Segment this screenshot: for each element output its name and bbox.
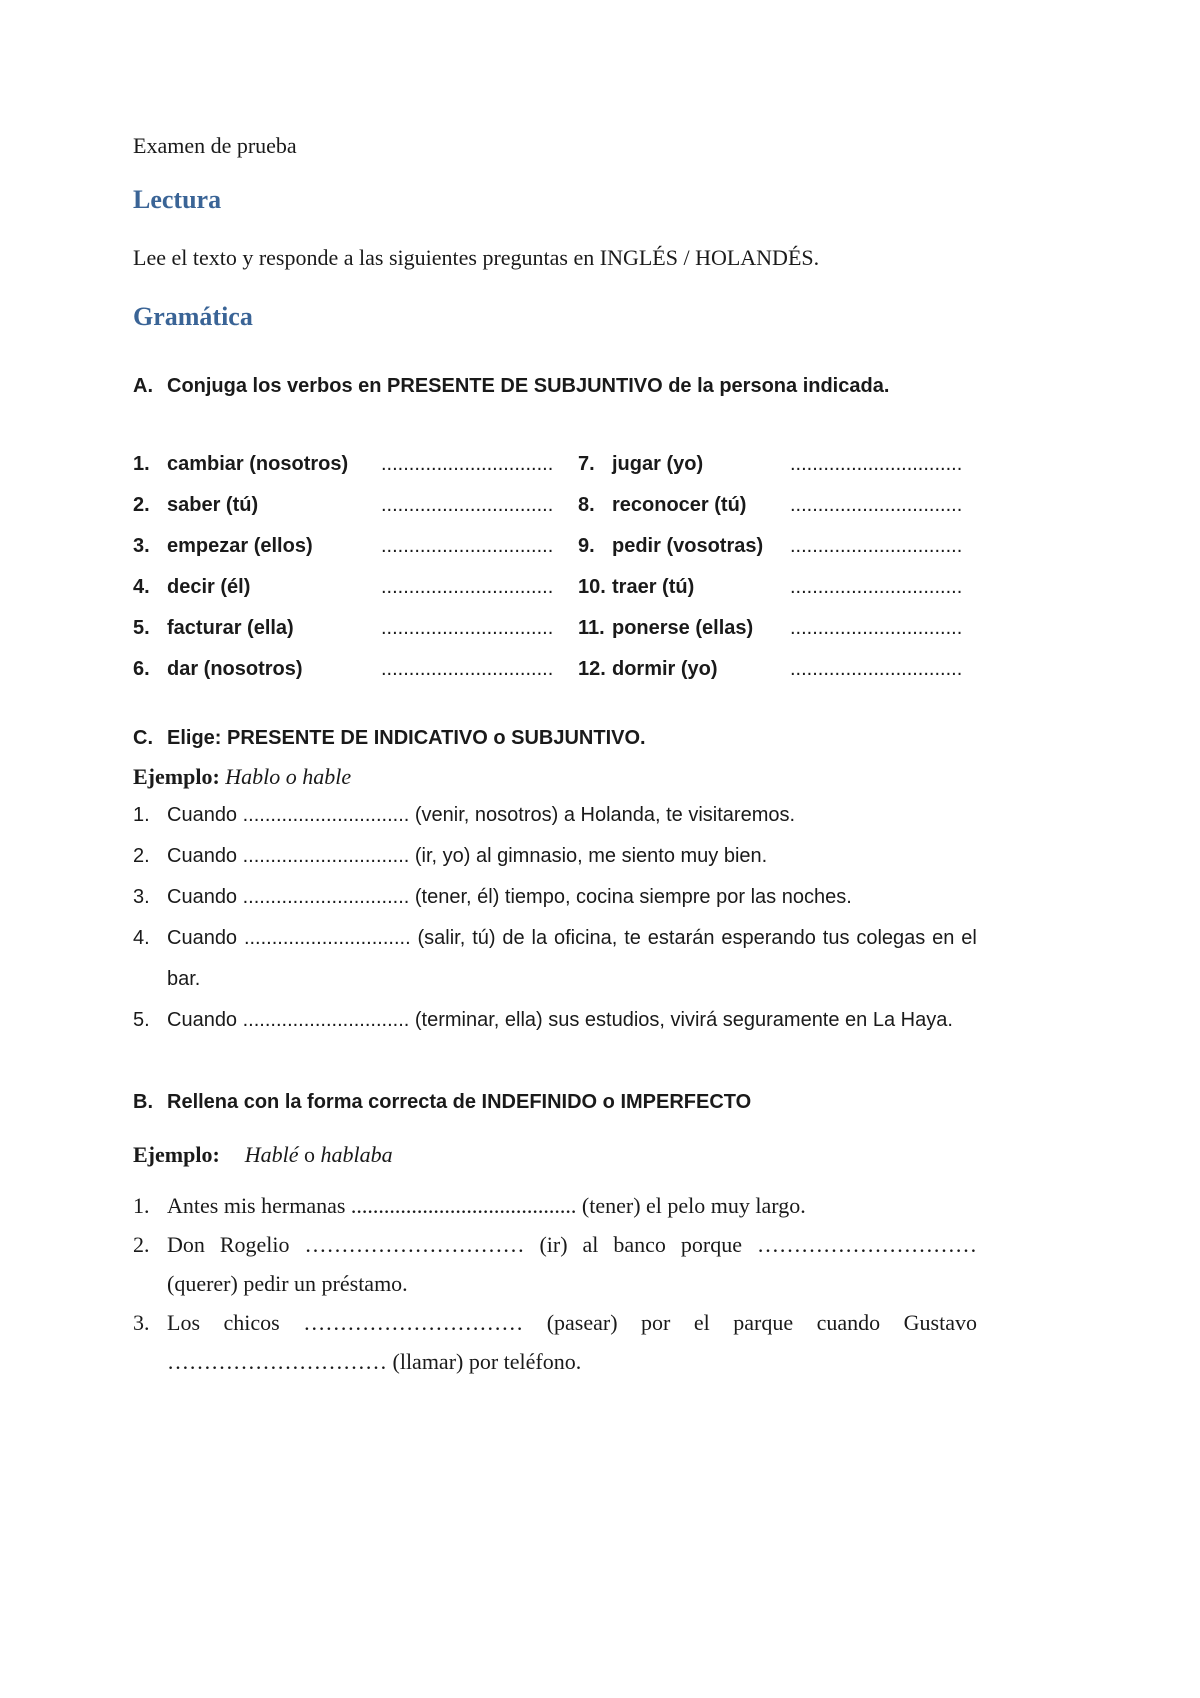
- exercise-sentence: [167, 927, 977, 950]
- verb-prompt: decir (él): [167, 576, 251, 598]
- answer-blank: ...............................: [790, 658, 963, 680]
- item-number: 11.: [578, 617, 605, 639]
- sentence-word: Don: [167, 1232, 205, 1257]
- sentence-word: (ir): [539, 1232, 568, 1257]
- sentence-word: el: [693, 1310, 710, 1335]
- verb-prompt: jugar (yo): [612, 453, 704, 475]
- item-number: 3.: [133, 886, 150, 908]
- item-number: 12.: [578, 658, 606, 680]
- sentence-word: en: [932, 927, 955, 949]
- item-number: 10.: [578, 576, 606, 598]
- lectura-instruction: Lee el texto y responde a las siguientes preguntas en INGLÉS / HOLANDÉS.: [133, 245, 820, 270]
- answer-blank: ...............................: [790, 494, 963, 516]
- heading-gramatica: Gramática: [133, 302, 253, 331]
- verb-prompt: empezar (ellos): [167, 535, 313, 557]
- item-number: 4.: [133, 927, 150, 949]
- sentence-word: Rogelio: [219, 1232, 290, 1257]
- answer-blank: ...............................: [381, 494, 554, 516]
- sentence-word: …………………………: [303, 1310, 524, 1335]
- verb-prompt: traer (tú): [612, 576, 695, 598]
- item-number: 3.: [133, 535, 150, 557]
- exercise-sentence: Antes mis hermanas ......................................... (tener) el pelo muy largo.: [167, 1193, 806, 1218]
- sentence-word: la: [531, 927, 548, 949]
- sentence-word: tus: [822, 927, 850, 949]
- item-number: 6.: [133, 658, 150, 680]
- answer-blank: ...............................: [381, 576, 554, 598]
- sentence-word: …………………………: [304, 1232, 525, 1257]
- exercise-sentence: [167, 1310, 977, 1336]
- item-number: 5.: [133, 1009, 150, 1031]
- example-label: Ejemplo:: [133, 764, 220, 789]
- exercise-sentence-continued: bar.: [167, 968, 201, 990]
- sentence-word: banco: [613, 1232, 666, 1257]
- item-number: 2.: [133, 494, 150, 516]
- answer-blank: ...............................: [381, 658, 554, 680]
- item-number: 7.: [578, 453, 595, 475]
- sentence-word: (pasear): [546, 1310, 618, 1335]
- verb-prompt: facturar (ella): [167, 617, 294, 639]
- exercise-sentence: Cuando .............................. (venir, nosotros) a Holanda, te visitaremos.: [167, 804, 796, 826]
- item-number: 5.: [133, 617, 150, 639]
- exercise-sentence: Cuando .............................. (tener, él) tiempo, cocina siempre por las noches.: [167, 886, 852, 908]
- exercise-sentence: [167, 1232, 977, 1258]
- item-number: 9.: [578, 535, 595, 557]
- answer-blank: ...............................: [790, 576, 963, 598]
- sentence-word: colegas: [856, 927, 926, 949]
- sentence-word: te: [624, 927, 641, 949]
- verb-prompt: dormir (yo): [612, 658, 718, 680]
- sentence-word: ..............................: [243, 927, 411, 949]
- verb-prompt: pedir (vosotras): [612, 535, 764, 557]
- item-number: 8.: [578, 494, 595, 516]
- item-number: 2.: [133, 845, 150, 867]
- item-number: 3.: [133, 1310, 150, 1335]
- section-c-example: [133, 764, 351, 790]
- section-b-title: Rellena con la forma correcta de INDEFINIDO o IMPERFECTO: [167, 1091, 752, 1113]
- sentence-word: por: [641, 1310, 671, 1335]
- item-number: 1.: [133, 804, 150, 826]
- sentence-word: el: [961, 927, 977, 949]
- sentence-word: (salir,: [417, 927, 466, 949]
- sentence-word: tú): [472, 927, 496, 949]
- example-text: Hablo o hable: [225, 764, 352, 789]
- item-number: 4.: [133, 576, 150, 598]
- sentence-word: Los: [167, 1310, 200, 1335]
- sentence-word: esperando: [721, 927, 816, 949]
- section-c-title: Elige: PRESENTE DE INDICATIVO o SUBJUNTIVO.: [167, 727, 646, 749]
- exercise-sentence-continued: (querer) pedir un préstamo.: [167, 1271, 408, 1296]
- section-b-example: [133, 1142, 393, 1168]
- exercise-sentence: Cuando .............................. (terminar, ella) sus estudios, vivirá seguramente en La Haya.: [167, 1009, 953, 1031]
- example-word-1: Hablé: [244, 1142, 299, 1167]
- item-number: 1.: [133, 453, 150, 475]
- heading-lectura: Lectura: [133, 185, 222, 214]
- verb-prompt: cambiar (nosotros): [167, 453, 349, 475]
- example-word-3: hablaba: [320, 1142, 393, 1167]
- exercise-sentence-continued: ………………………… (llamar) por teléfono.: [167, 1349, 582, 1374]
- sentence-word: Gustavo: [903, 1310, 977, 1335]
- item-number: 2.: [133, 1232, 150, 1257]
- answer-blank: ...............................: [381, 535, 554, 557]
- sentence-word: de: [502, 927, 525, 949]
- exercise-sentence: Cuando .............................. (ir, yo) al gimnasio, me siento muy bien.: [167, 845, 768, 867]
- section-a-title: Conjuga los verbos en PRESENTE DE SUBJUNTIVO de la persona indicada.: [167, 375, 890, 397]
- section-b-letter: B.: [133, 1091, 153, 1113]
- sentence-word: chicos: [223, 1310, 280, 1335]
- verb-prompt: saber (tú): [167, 494, 259, 516]
- document-title: Examen de prueba: [133, 133, 297, 158]
- example-word-2: o: [304, 1142, 316, 1167]
- example-label: Ejemplo:: [133, 1142, 220, 1167]
- sentence-word: porque: [680, 1232, 742, 1257]
- section-a-letter: A.: [133, 375, 153, 397]
- verb-prompt: dar (nosotros): [167, 658, 303, 680]
- verb-prompt: reconocer (tú): [612, 494, 747, 516]
- answer-blank: ...............................: [381, 453, 554, 475]
- section-c-letter: C.: [133, 727, 153, 749]
- verb-prompt: ponerse (ellas): [612, 617, 754, 639]
- item-number: 1.: [133, 1193, 150, 1218]
- answer-blank: ...............................: [790, 453, 963, 475]
- answer-blank: ...............................: [381, 617, 554, 639]
- answer-blank: ...............................: [790, 535, 963, 557]
- sentence-word: cuando: [816, 1310, 881, 1335]
- sentence-word: estarán: [647, 927, 715, 949]
- sentence-word: Cuando: [167, 927, 238, 949]
- answer-blank: ...............................: [790, 617, 963, 639]
- sentence-word: oficina,: [553, 927, 618, 949]
- sentence-word: parque: [733, 1310, 794, 1335]
- sentence-word: al: [582, 1232, 599, 1257]
- sentence-word: …………………………: [756, 1232, 977, 1257]
